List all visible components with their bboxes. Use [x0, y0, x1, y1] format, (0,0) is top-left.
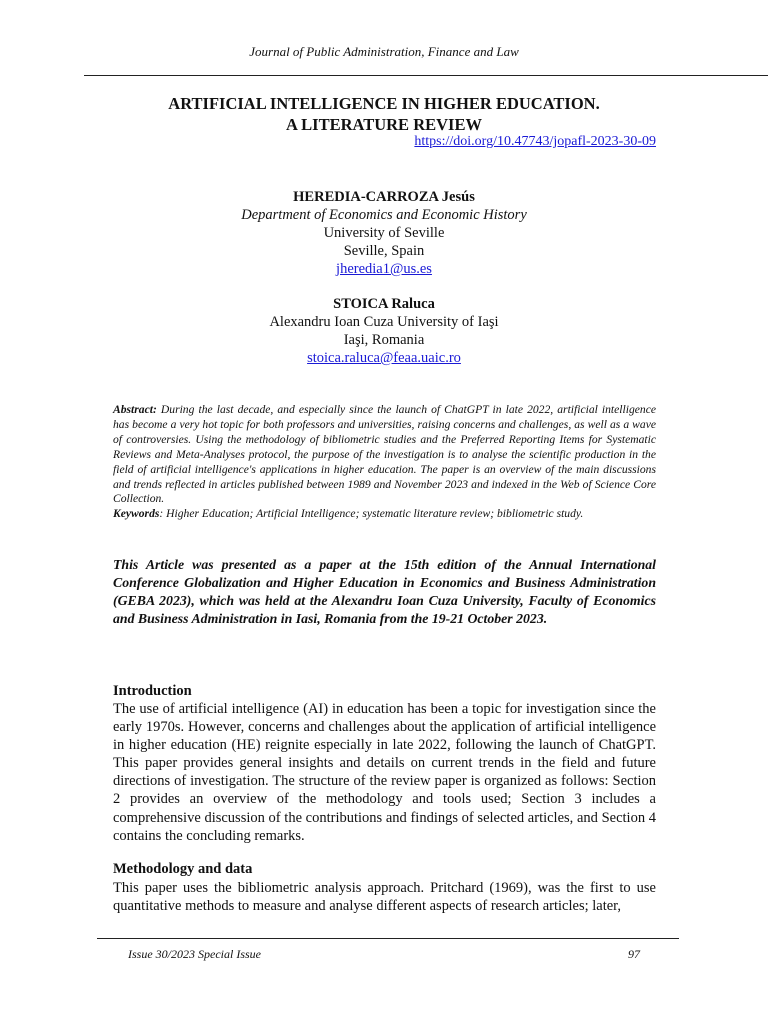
footer-rule [97, 938, 679, 939]
abstract-block [113, 403, 656, 522]
paper-title-line-1: ARTIFICIAL INTELLIGENCE IN HIGHER EDUCATION. [168, 94, 600, 113]
author-1-location: Seville, Spain [343, 243, 425, 259]
keywords-text: : Higher Education; Artificial Intelligence; systematic literature review; bibliometric study. [159, 507, 584, 521]
author-2-email-row [0, 350, 768, 367]
author-1-department: Department of Economics and Economic History [241, 207, 527, 223]
author-1-email-row [0, 261, 768, 278]
keywords-label: Keywords [113, 507, 160, 521]
header-rule [84, 75, 768, 76]
doi-link[interactable]: https://doi.org/10.47743/jopafl-2023-30-09 [414, 134, 656, 149]
author-1-university: University of Seville [323, 225, 445, 241]
conference-note: This Article was presented as a paper at the 15th edition of the Annual International Conference Globalization and Higher Education in Economics and Business Administration (GEBA 2023), which was held at the Alexandru Ioan Cuza University, Faculty of Economics and Business Administration in Iasi, Romania from the 19-21 October 2023. [113, 557, 656, 626]
author-1-name: HEREDIA-CARROZA Jesús [293, 189, 475, 205]
introduction-heading: Introduction [113, 683, 192, 699]
abstract-paragraph [113, 403, 656, 507]
footer-page-number: 97 [628, 947, 640, 961]
introduction-paragraph: The use of artificial intelligence (AI) in education has been a topic for investigation since the early 1970s. However, concerns and challenges about the application of artificial intelligence in higher education (HE) reignite especially in late 2022, following the launch of ChatGPT. This paper provides general insights and details on current trends in the field and future directions of investigation. The structure of the review paper is organized as follows: Section 2 provides an overview of the methodology and tools used; Section 3 includes a comprehensive discussion of the contributions and findings of selected articles, and Section 4 contains the concluding remarks. [113, 701, 656, 844]
author-2-university: Alexandru Ioan Cuza University of Iaşi [269, 314, 499, 330]
paper-title-line-2: A LITERATURE REVIEW [286, 115, 482, 134]
author-2-name: STOICA Raluca [333, 296, 435, 312]
methodology-heading: Methodology and data [113, 861, 253, 877]
methodology-paragraph: This paper uses the bibliometric analysis approach. Pritchard (1969), was the first to use quantitative methods to measure and analyse different aspects of research articles; later, [113, 880, 656, 915]
abstract-label: Abstract: [113, 403, 157, 416]
author-2-location: Iaşi, Romania [343, 332, 425, 348]
footer-issue: Issue 30/2023 Special Issue [128, 947, 261, 961]
author-1-email-link[interactable]: jheredia1@us.es [336, 261, 432, 277]
author-2-email-link[interactable]: stoica.raluca@feaa.uaic.ro [307, 350, 461, 366]
keywords-paragraph [113, 507, 656, 522]
journal-header: Journal of Public Administration, Finance and Law [249, 44, 519, 59]
abstract-text: During the last decade, and especially since the launch of ChatGPT in late 2022, artificial intelligence has become a very hot topic for both professors and universities, raising concerns and challenges, as well as a wave of controversies. Using the methodology of bibliometric studies and the Preferred Reporting Items for Systematic Reviews and Meta-Analyses protocol, the purpose of the investigation is to analyse the scientific production in the field of artificial intelligence's applications in higher education. The paper is an overview of the main discussions and trends reflected in articles published between 1989 and November 2023 and indexed in the Web of Science Core Collection. [113, 403, 656, 506]
